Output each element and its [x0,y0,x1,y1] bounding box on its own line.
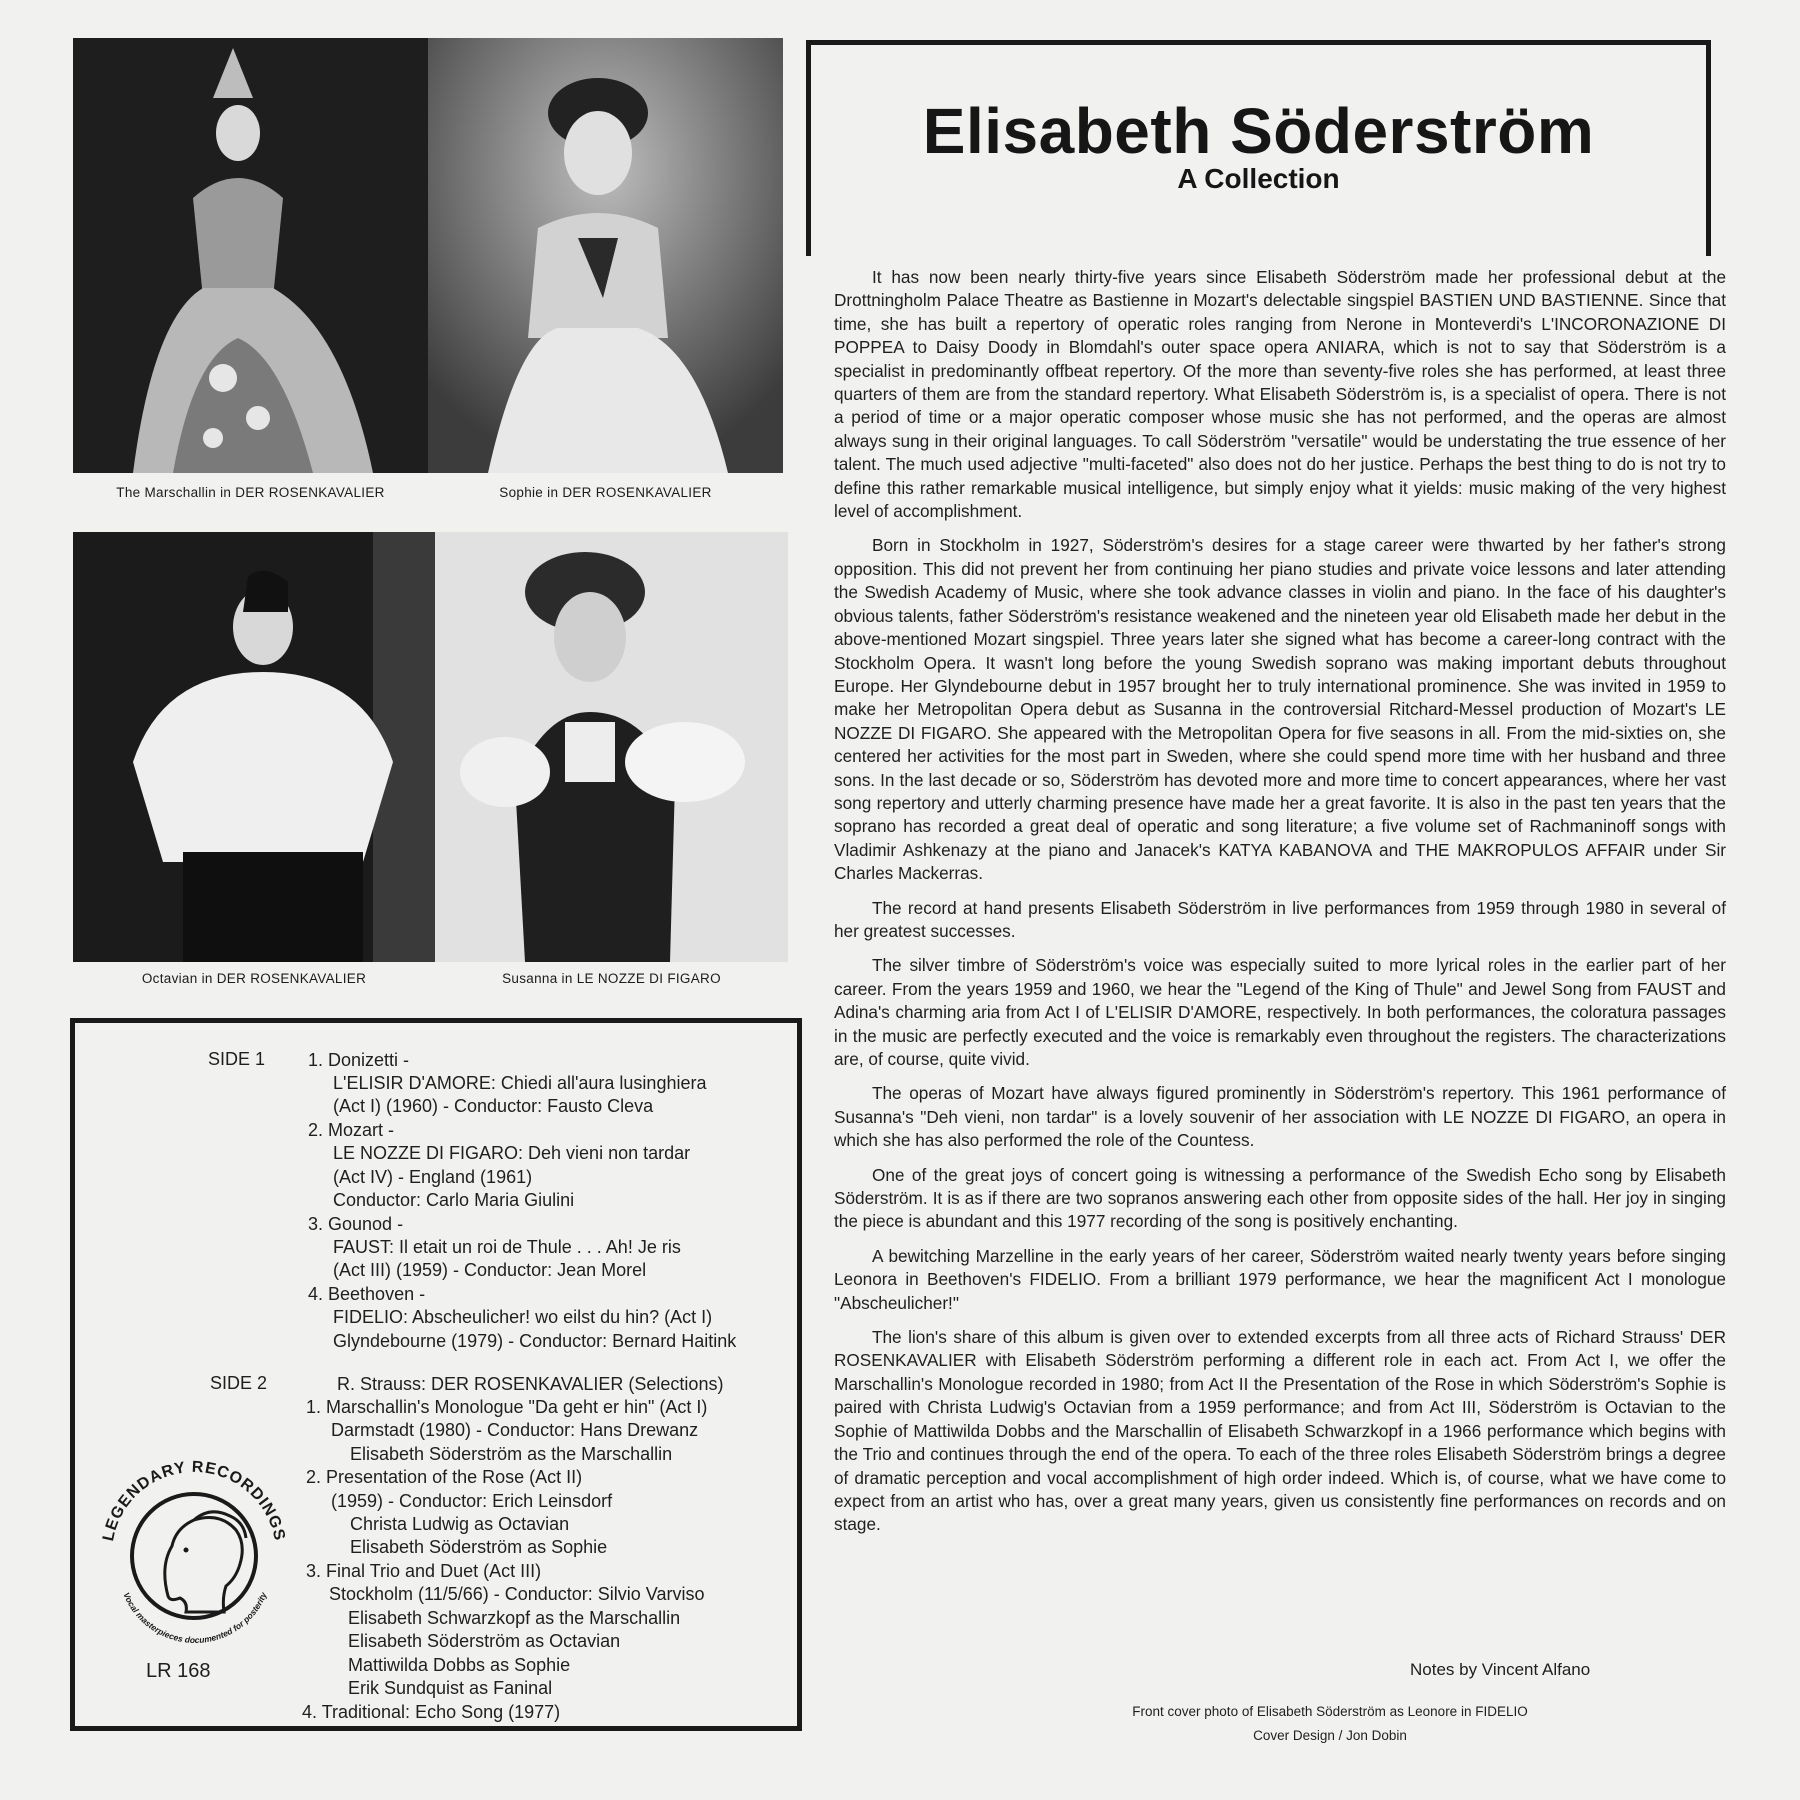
side-2-label: SIDE 2 [210,1373,268,1393]
photo-sophie [428,38,783,473]
notes-paragraph: The record at hand presents Elisabeth Söderström in live performances from 1959 through 1980 in several of her greatest successes. [834,897,1726,941]
track-line: Elisabeth Söderström as the Marschallin [350,1444,673,1464]
track-line: FIDELIO: Abscheulicher! wo eilst du hin? (Act I) [333,1307,713,1327]
track-line: 2. Mozart - [308,1120,395,1140]
photo-octavian [73,532,435,962]
track-line: Darmstadt (1980) - Conductor: Hans Drewanz [331,1420,699,1440]
notes-paragraph: The silver timbre of Söderström's voice was especially suited to more lyrical roles in the earlier part of her career. From the years 1959 and 1960, we hear the "Legend of the King of Thule" and Jewel Song from FAUST and Adina's charming aria from Act I of L'ELISIR D'AMORE, respectively. In both performances, the coloratura passages in the music are perfectly executed and the voice is remarkably even throughout the registers. The characterizations are, of course, quite vivid. [834,955,1726,1069]
track-line: 4. Beethoven - [308,1284,426,1304]
logo-bottom-text: Vocal masterpieces documented for posterity [121,1590,269,1646]
side-1-label: SIDE 1 [208,1049,266,1069]
track-line: 3. Gounod - [308,1214,404,1234]
notes-paragraph: It has now been nearly thirty-five years since Elisabeth Söderström made her professional debut at the Drottningholm Palace Theatre as Bastienne in Mozart's delectable singspiel BASTIEN UND BASTIENNE. Since that time, she has built a repertory of operatic roles ranging from Nerone in Monteverdi's L'INCORONAZIONE DI POPPEA to Daisy Doody in Blomdahl's outer space opera ANIARA, which is not to say that Söderström is a specialist in predominantly offbeat repertory. Of the more than seventy-five roles she has performed, at least three quarters of them are from the standard repertory. What Elisabeth Söderström is, is a specialist of opera. There is not a period of time or a major operatic composer whose music she has not performed, and the operas are almost always sung in their original languages. To call Söderström "versatile" would be understating the true essence of her talent. The much used adjective "multi-faceted" also does not do her justice. Perhaps the best thing to do is not try to define this rather remarkable musical intelligence, but simply enjoy what it yields: music making of the very highest level of accomplishment. [834,267,1726,522]
legendary-recordings-logo [90,1446,296,1646]
track-line: FAUST: Il etait un roi de Thule . . . Ah! Je ris [333,1237,681,1257]
track-line: 2. Presentation of the Rose (Act II) [306,1467,583,1487]
track-line: (Act I) (1960) - Conductor: Fausto Cleva [333,1096,654,1116]
track-line: Conductor: Carlo Maria Giulini [333,1190,575,1210]
track-line: (Act IV) - England (1961) [333,1167,533,1187]
track-line: 4. Traditional: Echo Song (1977) [302,1702,561,1722]
notes-paragraph: The operas of Mozart have always figured prominently in Söderström's repertory. This 1961 performance of Susanna's "Deh vieni, non tardar" is a lovely souvenir of her association with LE NOZZE DI FIGARO, an opera in which she has also performed the role of the Countess. [834,1083,1726,1151]
album-subtitle: A Collection [1177,163,1340,194]
notes-paragraph: One of the great joys of concert going is witnessing a performance of the Swedish Echo song by Elisabeth Söderström. It is as if there are two sopranos answering each other from opposite sides of the hall. Her joy in singing the piece is abundant and this 1977 recording of the song is positively enchanting. [834,1164,1726,1232]
photo-susanna [435,532,788,962]
notes-paragraph: The lion's share of this album is given over to extended excerpts from all three acts of Richard Strauss' DER ROSENKAVALIER with Elisabeth Söderström performing a different role in each act. From Act I, we offer the Marschallin's Monologue recorded in 1980; from Act II the Presentation of the Rose in which Söderström's Sophie is paired with Christa Ludwig's Octavian from a 1959 performance; and from Act III, Söderström is Octavian to the Sophie of Mattiwilda Dobbs and the Marschallin of Elisabeth Schwarzkopf in a 1966 performance which begins with the Trio and continues through the end of the opera. To each of the three roles Elisabeth Söderström brings a degree of dramatic perception and vocal accomplishment of high order indeed. Which is, of course, what we have come to expect from an artist who has, over a great many years, given us consistently fine performances on records and on stage. [834,1327,1726,1535]
catalog-number: LR 168 [146,1660,211,1682]
track-line: Elisabeth Söderström as Sophie [350,1537,608,1557]
photo-marschallin [73,38,428,473]
track-line: 3. Final Trio and Duet (Act III) [306,1561,542,1581]
notes-paragraph: A bewitching Marzelline in the early years of her career, Söderström waited nearly twenty years before singing Leonora in Beethoven's FIDELIO. From a brilliant 1979 performance, we hear the magnificent Act I monologue "Abscheulicher!" [834,1245,1726,1313]
track-line: L'ELISIR D'AMORE: Chiedi all'aura lusinghiera [333,1073,707,1093]
track-line: 1. Donizetti - [308,1050,410,1070]
track-line: (1959) - Conductor: Erich Leinsdorf [331,1491,613,1511]
track-line: Glyndebourne (1979) - Conductor: Bernard Haitink [333,1331,737,1351]
cover-design-credit: Cover Design / Jon Dobin [1253,1728,1407,1743]
track-line: LE NOZZE DI FIGARO: Deh vieni non tardar [333,1143,691,1163]
track-line: (Act III) (1959) - Conductor: Jean Morel [333,1260,647,1280]
notes-paragraph: Born in Stockholm in 1927, Söderström's desires for a stage career were thwarted by her father's strong opposition. This did not prevent her from continuing her piano studies and private voice lessons and later attending the Swedish Academy of Music, where she took advance classes in violin and piano. In the face of his daughter's obvious talents, father Söderström's resistance weakened and the nineteen year old Elisabeth made her debut in the above-mentioned Mozart singspiel. Three years later she signed what has become a career-long contract with the Stockholm Opera. It wasn't long before the young Swedish soprano was making important debuts throughout Europe. Her Glyndebourne debut in 1957 brought her to truly international prominence. She was invited in 1959 to make her Metropolitan Opera debut as Susanna in the controversial Ritchard-Messel production of Mozart's LE NOZZE DI FIGARO. She appeared with the Metropolitan Opera for five seasons in all. From the mid-sixties on, she centered her activities for the most part in Sweden, where she could spend more time with her husband and three sons. In the last decade or so, Söderström has devoted more and more time to concert appearances, where her vast song repertory and utterly charming presence have made her a great favorite. It is also in the past ten years that the soprano has recorded a great deal of operatic and song literature; a five volume set of Rachmaninoff songs with Vladimir Ashkenazy at the piano and Janacek's KATYA KABANOVA and THE MAKROPULOS AFFAIR under Sir Charles Mackerras. [834,535,1726,884]
cover-photo-credit: Front cover photo of Elisabeth Söderström as Leonore in FIDELIO [1132,1704,1528,1719]
notes-credit: Notes by Vincent Alfano [1410,1660,1591,1679]
cover-credit [980,1700,1680,1748]
track-line: 1. Marschallin's Monologue "Da geht er hin" (Act I) [306,1397,708,1417]
track-line: Mattiwilda Dobbs as Sophie [348,1655,571,1675]
caption-susanna: Susanna in LE NOZZE DI FIGARO [502,971,721,986]
caption-octavian: Octavian in DER ROSENKAVALIER [141,971,367,986]
track-line: Christa Ludwig as Octavian [350,1514,570,1534]
logo-top-text: LEGENDARY RECORDINGS [100,1458,288,1543]
album-title: Elisabeth Söderström [922,95,1595,167]
track-line: Elisabeth Schwarzkopf as the Marschallin [348,1608,681,1628]
liner-notes [834,266,1726,1548]
track-line: Stockholm (11/5/66) - Conductor: Silvio Varviso [329,1584,705,1604]
caption-sophie: Sophie in DER ROSENKAVALIER [499,485,712,500]
caption-marschallin: The Marschallin in DER ROSENKAVALIER [116,485,385,500]
track-line: Elisabeth Söderström as Octavian [348,1631,621,1651]
track-line: R. Strauss: DER ROSENKAVALIER (Selections) [337,1374,724,1394]
track-line: Erik Sundquist as Faninal [348,1678,553,1698]
